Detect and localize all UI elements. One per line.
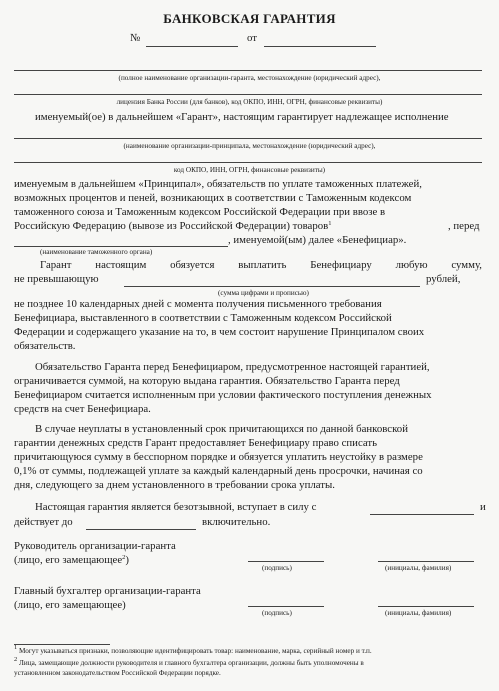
principal-codes-field[interactable] <box>14 162 482 163</box>
p3-line-2-end: рублей, <box>426 273 461 285</box>
accountant-name-caption: (инициалы, фамилия) <box>385 609 452 617</box>
date-label: от <box>247 32 257 44</box>
p6-line-1-end: и <box>480 501 486 513</box>
p2-line-3: таможенного союза и Таможенным кодексом Российской Федерации при ввозе в <box>14 206 386 218</box>
p2-line-1: именуемым в дальнейшем «Принципал», обязательств по уплате таможенных платежей, <box>14 178 422 190</box>
effective-from-field[interactable] <box>370 514 474 515</box>
head-signature-caption: (подпись) <box>262 564 292 572</box>
principal-codes-caption: код ОКПО, ИНН, ОГРН, финансовые реквизиты) <box>173 166 326 174</box>
footnote-1-marker: 1 <box>14 644 18 651</box>
p5-line-2: гарантии денежных средств Гарант предоставляет Бенефициару право списать <box>14 437 378 449</box>
p4-line-3: Бенефициаром считается исполненным при условии фактического поступления денежных <box>14 389 432 401</box>
p6-line-1: Настоящая гарантия является безотзывной, вступает в силу с <box>35 501 317 513</box>
guarantor-name-field[interactable] <box>14 70 482 71</box>
accountant-signature-caption: (подпись) <box>262 609 292 617</box>
p5-line-4: 0,1% от суммы, подлежащей уплате за каждый календарный день просрочки, начиная со <box>14 465 423 477</box>
principal-name-field[interactable] <box>14 138 482 139</box>
document-title: БАНКОВСКАЯ ГАРАНТИЯ <box>163 11 336 26</box>
guarantor-license-caption: лицензия Банка России (для банков), код ОКПО, ИНН, ОГРН, финансовые реквизиты) <box>116 98 383 106</box>
number-field[interactable] <box>146 46 238 47</box>
p5-line-5: дня, следующего за днем установленного в требовании срока уплаты. <box>14 479 335 491</box>
signatory-head-title: Руководитель организации-гаранта <box>14 540 176 552</box>
p5-line-3: причитающуюся сумму в бесспорном порядке и обязуется уплатить неустойку в размере <box>14 451 423 463</box>
footnote-ref-1: 1 <box>328 220 332 227</box>
number-label: № <box>130 32 141 44</box>
p2-line-4 <box>14 220 332 232</box>
p2-line-5: , именуемой(ым) далее «Бенефициар». <box>228 234 407 246</box>
principal-name-caption: (наименование организации-принципала, местонахождение (юридический адрес), <box>123 142 376 150</box>
date-field[interactable] <box>264 46 376 47</box>
footnote-1 <box>14 644 372 656</box>
signatory-accountant-title: Главный бухгалтер организации-гаранта <box>14 585 201 597</box>
p4-line-2: ограничивается суммой, на которую выдана гарантия. Обязательство Гаранта перед <box>14 375 400 387</box>
signatory-head-subtitle-close: ) <box>125 554 129 566</box>
p3-line-1: Гарант настоящим обязуется выплатить Бенефициару любую сумму, <box>40 259 482 271</box>
footnote-1-text: Могут указываться признаки, позволяющие идентифицировать товар: наименование, марка, серийный номер и т.п. <box>19 647 372 655</box>
guarantor-license-field[interactable] <box>14 94 482 95</box>
p2-line-4-end: , перед <box>448 220 480 232</box>
p3-line-6: обязательств. <box>14 340 76 352</box>
signatory-head-subtitle <box>14 553 129 567</box>
p4-line-1: Обязательство Гаранта перед Бенефициаром, предусмотренное настоящей гарантией, <box>35 361 430 373</box>
p3-line-5: Федерации и содержащего указание на то, в чем состоит нарушение Принципалом своих <box>14 326 425 338</box>
guarantor-name-caption: (полное наименование организации-гаранта, местонахождение (юридический адрес), <box>118 74 381 82</box>
p3-line-2-start: не превышающую <box>14 273 99 285</box>
footnote-2-line-2: установленном законодательством Российской Федерации порядке. <box>14 669 221 677</box>
accountant-signature-field[interactable] <box>248 606 324 607</box>
footnote-2 <box>14 656 364 668</box>
signatory-head-subtitle-text: (лицо, его замещающее <box>14 554 123 566</box>
paragraph-guarantor-intro: именуемый(ое) в дальнейшем «Гарант», настоящим гарантирует надлежащее исполнение <box>35 111 449 123</box>
signatory-accountant-subtitle: (лицо, его замещающее) <box>14 599 126 611</box>
p6-line-2-start: действует до <box>14 516 73 528</box>
p2-line-4-text: Российскую Федерацию (вывозе из Российской Федерации) товаров <box>14 220 329 232</box>
footnote-2-text-line-1: Лица, замещающие должности руководителя и главного бухгалтера организации, должны быть уполномочены в <box>19 659 364 667</box>
valid-until-field[interactable] <box>86 529 196 530</box>
customs-authority-field[interactable] <box>14 246 228 247</box>
customs-authority-caption: (наименование таможенного органа) <box>40 248 153 256</box>
p3-line-3: не позднее 10 календарных дней с момента получения письменного требования <box>14 298 382 310</box>
head-name-caption: (инициалы, фамилия) <box>385 564 452 572</box>
footnote-2-marker: 2 <box>14 656 18 663</box>
amount-caption: (сумма цифрами и прописью) <box>218 289 309 297</box>
p5-line-1: В случае неуплаты в установленный срок причитающихся по данной банковской <box>35 423 408 435</box>
accountant-name-field[interactable] <box>378 606 474 607</box>
p3-line-4: Бенефициара, выставленного в соответствии с Таможенным кодексом Российской <box>14 312 392 324</box>
amount-field[interactable] <box>124 286 420 287</box>
p4-line-4: средств на счет Бенефициара. <box>14 403 151 415</box>
head-name-field[interactable] <box>378 561 474 562</box>
footnote-separator <box>14 644 110 645</box>
head-signature-field[interactable] <box>248 561 324 562</box>
footnote-ref-2: 2 <box>122 554 126 561</box>
p6-line-2-end: включительно. <box>202 516 271 528</box>
p2-line-2: возможных процентов и пеней, возникающих в соответствии с Таможенным кодексом <box>14 192 412 204</box>
